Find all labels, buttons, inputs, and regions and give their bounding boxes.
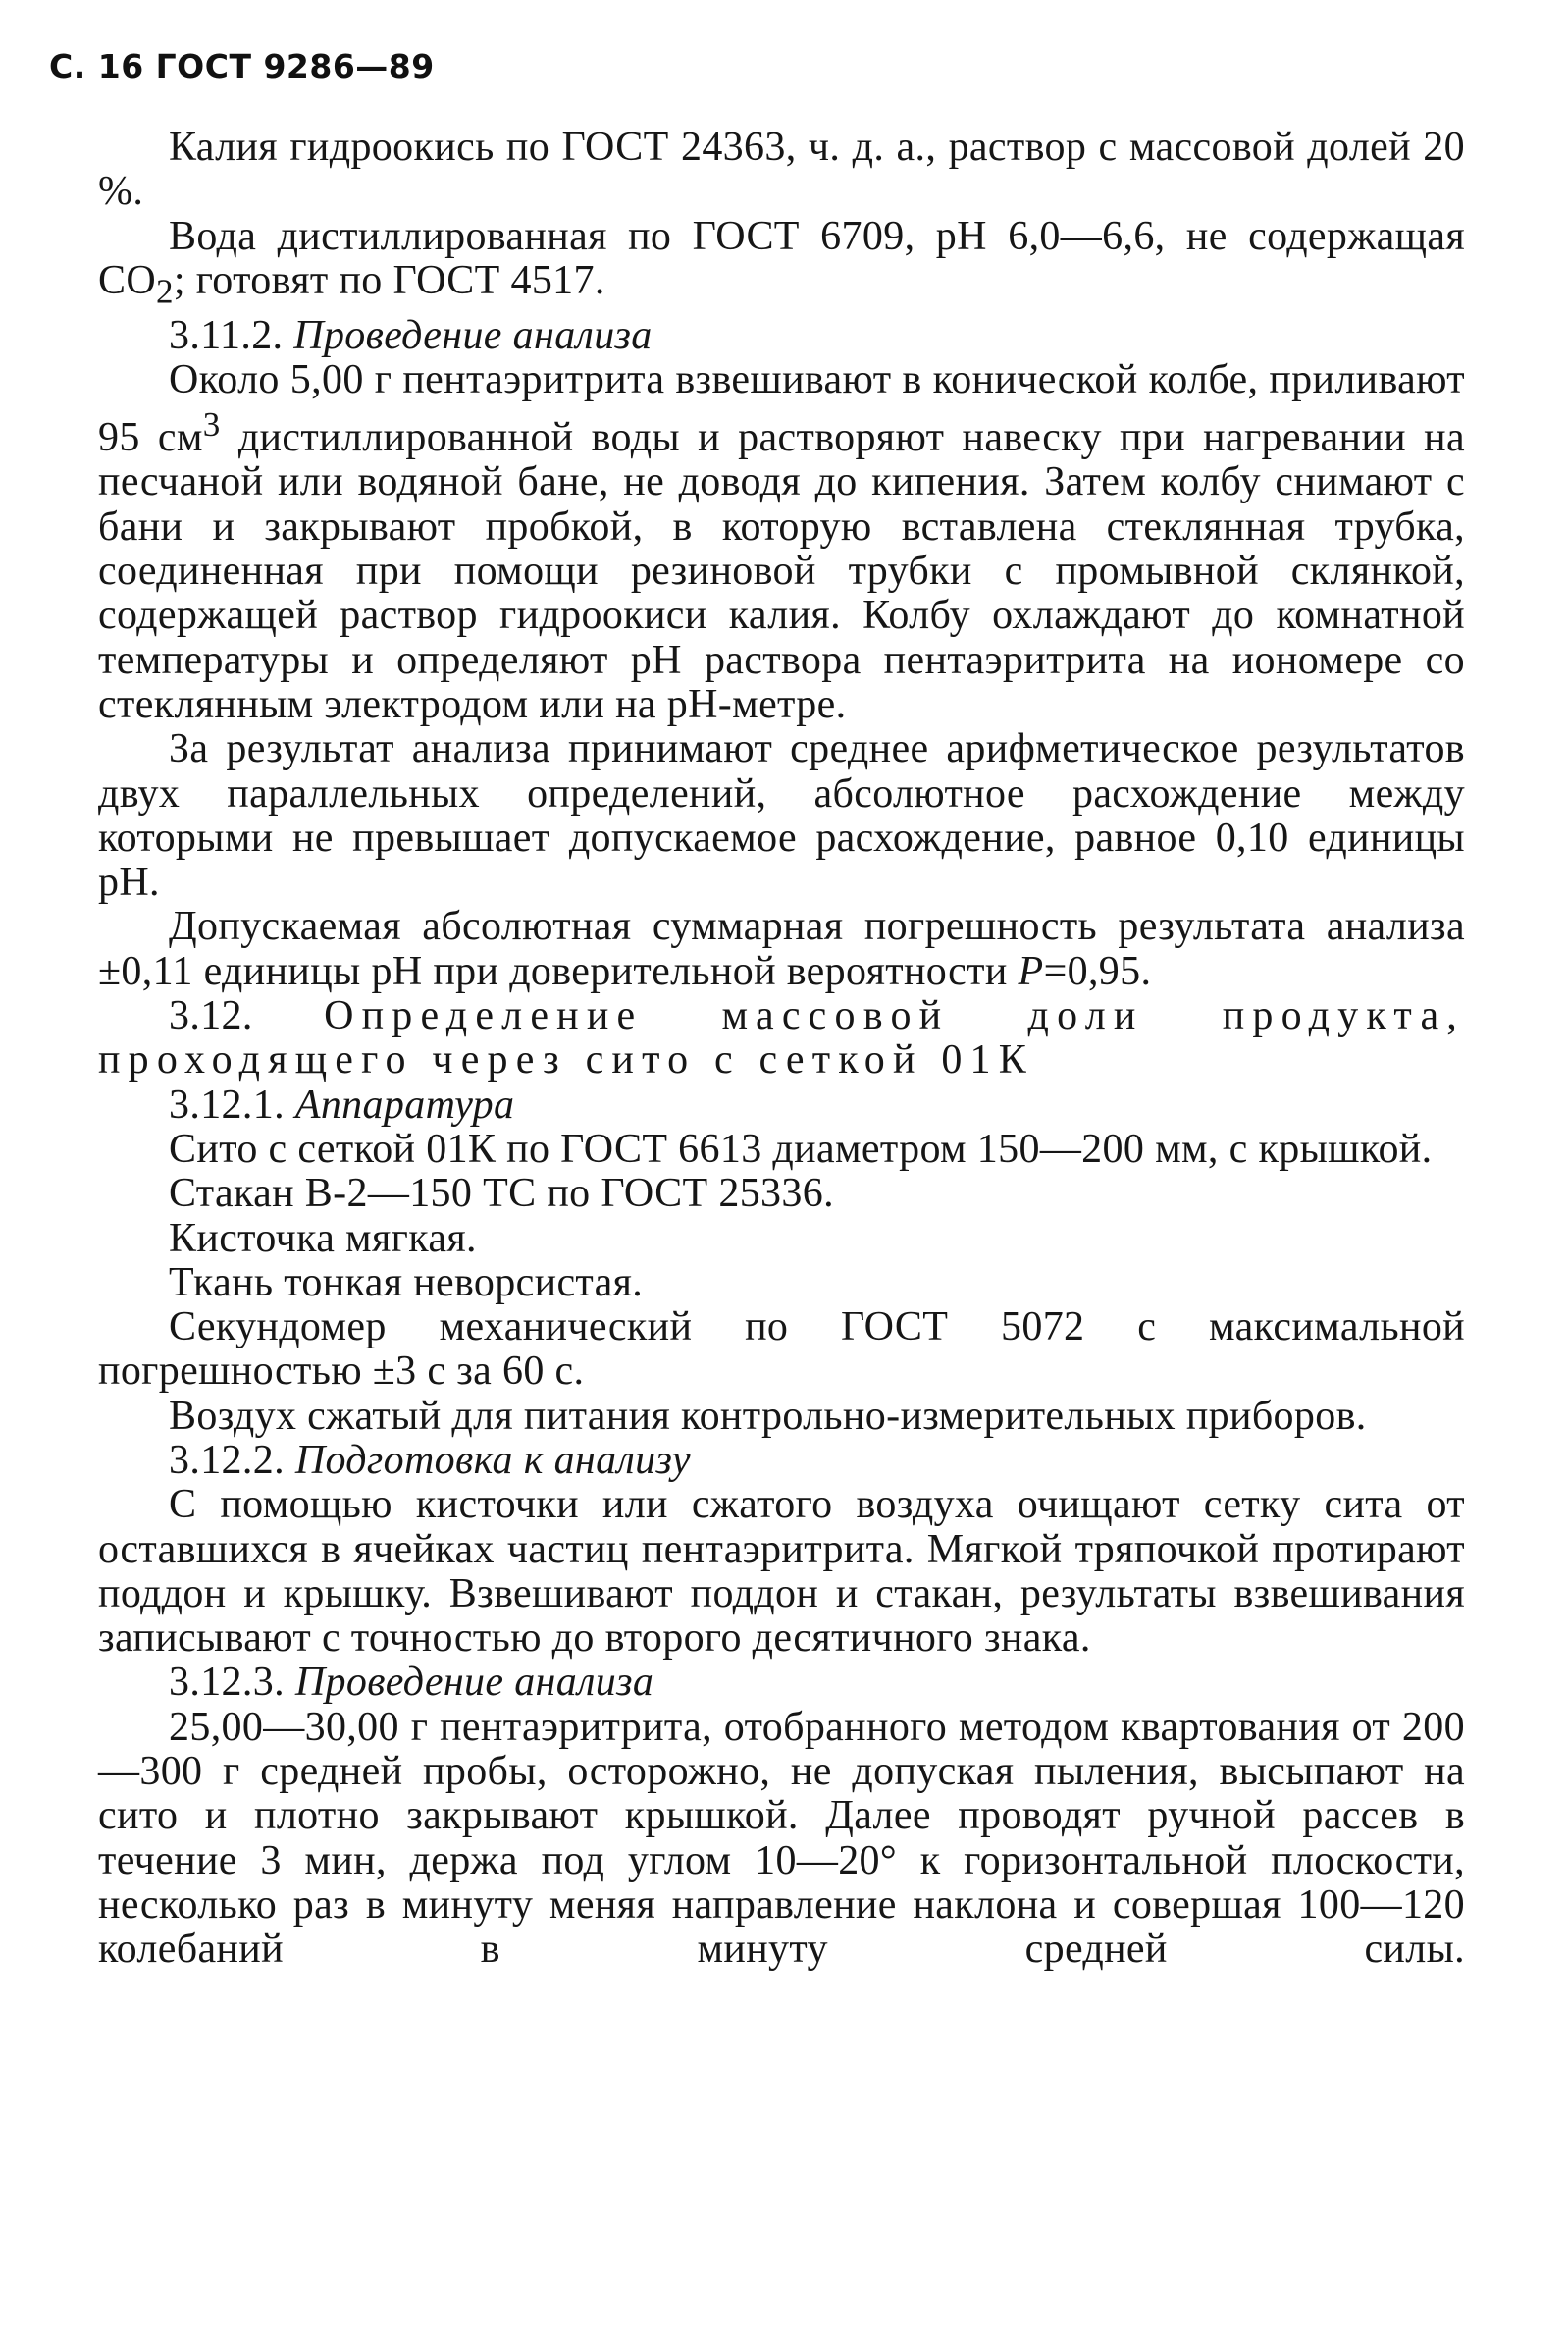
section-heading-3-12 bbox=[98, 994, 1465, 1084]
equipment-item: Сито с сеткой 01К по ГОСТ 6613 диаметром 150—200 мм, с крышкой. bbox=[169, 1126, 1433, 1172]
section-heading-3-12-1 bbox=[98, 1084, 1465, 1128]
paragraph-analysis: 25,00—30,00 г пентаэритрита, отобранного методом квартования от 200—300 г средней пробы, осторожно, не допуская пыления, высыпают на сито и плотно закрывают крышкой. Далее проводят ручной рассев в течение 3 мин, держа под углом 10—20° к горизонтальной плоскости, несколько раз в минуту меняя направление наклона и совершая 100—120 колебаний в минуту средней силы. bbox=[98, 1704, 1465, 1973]
reagent-water-subscript: 2 bbox=[156, 272, 174, 311]
paragraph-preparation: С помощью кисточки или сжатого воздуха очищают сетку сита от оставшихся в ячейках частиц пентаэритрита. Мягкой тряпочкой протирают поддон и крышку. Взвешивают поддон и стакан, результаты взвешивания записывают с точностью до второго десятичного знака. bbox=[98, 1482, 1465, 1662]
reagent-koh: Калия гидроокись по ГОСТ 24363, ч. д. а., раствор с массовой долей 20 %. bbox=[98, 125, 1465, 215]
section-title: Подготовка к анализу bbox=[294, 1438, 691, 1483]
paragraph-text-end: дистиллированной воды и растворяют навеску при нагревании на песчаной или водяной бане, не доводя до кипения. Затем колбу снимают с бани и закрывают пробкой, в которую вставлена стеклянная трубка, соединенная при помощи резиновой трубки с промывной склянкой, содержащей раствор гидроокиси калия. Колбу охлаждают до комнатной температуры и определяют pH раствора пентаэритрита на иономере со стеклянным электродом или на pH-метре. bbox=[98, 415, 1465, 727]
reagent-water-text-end: ; готовят по ГОСТ 4517. bbox=[173, 257, 605, 303]
section-number: 3.12. bbox=[169, 993, 253, 1039]
section-title: Проведение анализа bbox=[294, 1660, 654, 1706]
paragraph-procedure bbox=[98, 358, 1465, 727]
paragraph-text-end: =0,95. bbox=[1043, 948, 1152, 994]
paragraph-text: Около 5,00 г пентаэритрита взвешивают в конической колбе, приливают 95 см bbox=[98, 356, 1465, 461]
equipment-item: Ткань тонкая неворсистая. bbox=[169, 1259, 644, 1305]
section-title: Определение массовой доли продукта, проходящего через сито с сеткой 01К bbox=[98, 993, 1465, 1084]
page-header: С. 16 ГОСТ 9286—89 bbox=[49, 47, 435, 85]
paragraph-error bbox=[98, 905, 1465, 994]
reagent-water bbox=[98, 215, 1465, 314]
section-heading-3-12-2 bbox=[98, 1439, 1465, 1483]
equipment-item: Секундомер механический по ГОСТ 5072 с максимальной погрешностью ±3 с за 60 с. bbox=[98, 1304, 1465, 1395]
section-number: 3.12.3. bbox=[169, 1660, 285, 1706]
reagent-water-text: Вода дистиллированная по ГОСТ 6709, pH 6,0—6,6, не содержащая CO bbox=[98, 213, 1465, 303]
section-heading-3-11-2 bbox=[98, 314, 1465, 358]
paragraph-result: За результат анализа принимают среднее арифметическое результатов двух параллельных определений, абсолютное расхождение между которыми не превышает допускаемое расхождение, равное 0,10 единицы pH. bbox=[98, 726, 1465, 906]
equipment-item: Воздух сжатый для питания контрольно-измерительных приборов. bbox=[169, 1393, 1367, 1439]
section-number: 3.11.2. bbox=[169, 312, 284, 358]
section-title: Аппаратура bbox=[294, 1082, 515, 1128]
probability-symbol: P bbox=[1018, 948, 1044, 994]
document-body bbox=[98, 126, 1465, 1973]
superscript: 3 bbox=[202, 405, 221, 445]
equipment-item: Кисточка мягкая. bbox=[169, 1215, 477, 1261]
section-number: 3.12.2. bbox=[169, 1438, 285, 1483]
equipment-item: Стакан В-2—150 ТС по ГОСТ 25336. bbox=[169, 1171, 834, 1217]
section-heading-3-12-3 bbox=[98, 1661, 1465, 1705]
section-number: 3.12.1. bbox=[169, 1082, 285, 1128]
section-title: Проведение анализа bbox=[293, 312, 653, 358]
paragraph-text: Допускаемая абсолютная суммарная погрешность результата анализа ±0,11 единицы pH при доверительной вероятности bbox=[98, 904, 1465, 994]
